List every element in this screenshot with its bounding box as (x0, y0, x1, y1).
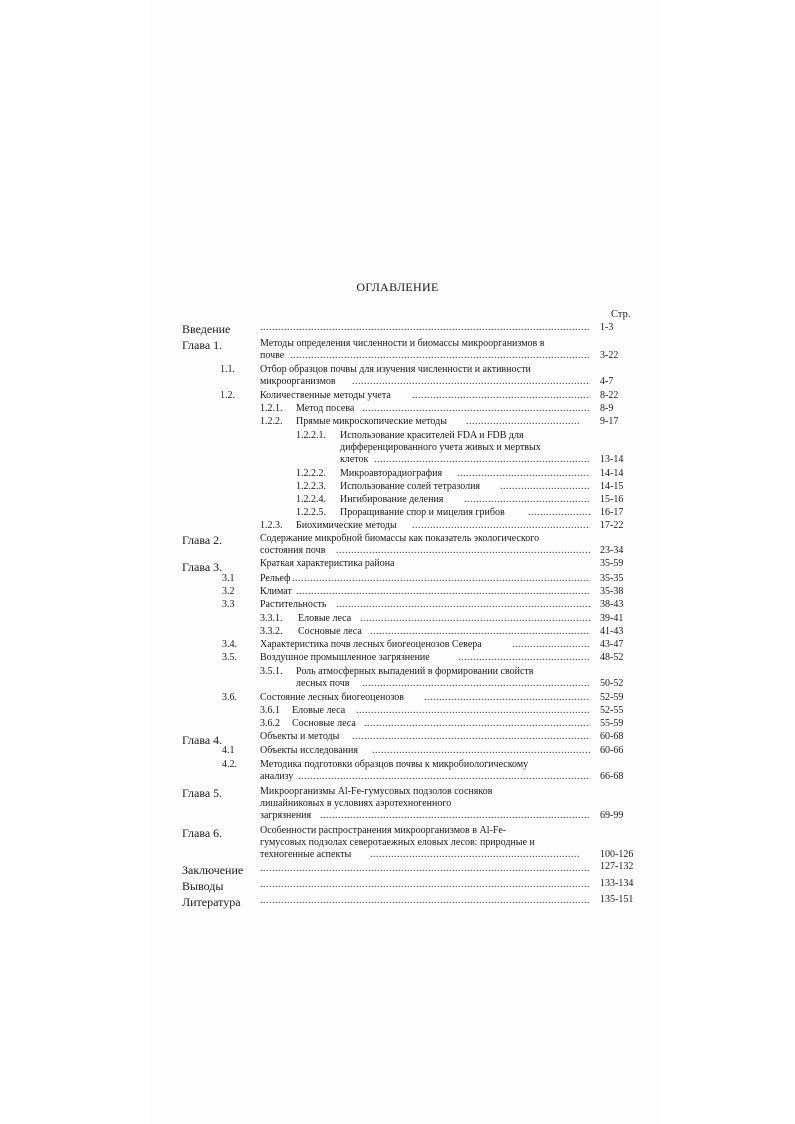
toc-s41-page: 60-66 (600, 745, 624, 756)
toc-ch1-line1: Методы определения численности и биомассы микроорганизмов в (260, 338, 545, 349)
toc-leader (260, 322, 590, 333)
toc-s42-line2: анализу (260, 771, 294, 782)
toc-s1221-num: 1.2.2.1. (296, 430, 326, 441)
toc-s122-page: 9-17 (600, 416, 619, 427)
toc-s34-num: 3.4. (222, 639, 237, 650)
toc-ch4-text: Объекты и методы (260, 731, 340, 742)
toc-s1224-page: 15-16 (600, 494, 624, 505)
toc-leader (464, 494, 590, 505)
toc-s42-num: 4.2. (222, 759, 237, 770)
toc-s121-num: 1.2.1. (260, 403, 283, 414)
toc-s332-text: Сосновые леса (298, 626, 362, 637)
toc-s332-num: 3.3.2. (260, 626, 283, 637)
toc-s11-line1: Отбор образцов почвы для изучения численности и активности (260, 364, 531, 375)
toc-s351-line1: Роль атмосферных выпадений в формировании свойств (296, 666, 534, 677)
toc-s11-page: 4-7 (600, 376, 614, 387)
toc-s35-num: 3.5. (222, 652, 237, 663)
toc-s362-num: 3.6.2 (260, 718, 280, 729)
toc-concl-label: Заключение (182, 863, 244, 877)
toc-s31-page: 35-35 (600, 573, 624, 584)
toc-s1222-text: Микроавторадиография (340, 468, 443, 479)
toc-ch6-label: Глава 6. (182, 826, 223, 840)
toc-leader (320, 810, 590, 821)
toc-s1223-text: Использование солей тетразолия (340, 481, 481, 492)
toc-leader (424, 692, 590, 703)
toc-s41-num: 4.1 (222, 745, 235, 756)
toc-s34-text: Характеристика почв лесных биогеоценозов Севера (260, 639, 482, 650)
toc-s32-page: 35-38 (600, 586, 624, 597)
toc-ch1-line2: почве (260, 350, 285, 361)
toc-s31-text: Рельеф (260, 573, 291, 584)
toc-s1223-num: 1.2.2.3. (296, 481, 326, 492)
toc-s11-num: 1.1. (220, 364, 235, 375)
toc-ch3-text: Краткая характеристика района (260, 558, 395, 569)
toc-s1223-page: 14-15 (600, 481, 624, 492)
toc-s351-num: 3.5.1. (260, 666, 283, 677)
toc-s331-page: 39-41 (600, 613, 624, 624)
toc-leader (352, 731, 590, 742)
toc-s121-text: Метод посева (296, 403, 355, 414)
toc-s122-text: Прямые микроскопические методы (296, 416, 447, 427)
page-column-header: Стр. (611, 309, 631, 320)
toc-s42-line1: Методика подготовки образцов почвы к микробиологическому (260, 759, 529, 770)
toc-s123-page: 17-22 (600, 520, 624, 531)
toc-ch3-label: Глава 3. (182, 560, 223, 574)
toc-s1221-page: 13-14 (600, 454, 624, 465)
toc-leader (336, 599, 590, 610)
toc-s361-page: 52-55 (600, 705, 624, 716)
toc-s1221-line1: Использование красителей FDA и FDB для (340, 430, 524, 441)
toc-leader (500, 481, 590, 492)
toc-s41-text: Объекты исследования (260, 745, 358, 756)
toc-leader (362, 403, 590, 414)
toc-ch5-page: 69-99 (600, 810, 624, 821)
toc-leader (360, 613, 590, 624)
toc-s35-text: Воздушное промышленное загрязнение (260, 652, 430, 663)
toc-ch5-line3: загрязнения (260, 810, 312, 821)
toc-ch2-page: 23-34 (600, 545, 624, 556)
toc-s12-num: 1.2. (220, 390, 235, 401)
toc-ch6-page: 100-126 (600, 849, 634, 860)
toc-leader (372, 745, 590, 756)
toc-ch2-line2: состояния почв (260, 545, 326, 556)
toc-s42-page: 66-68 (600, 771, 624, 782)
toc-s1225-num: 1.2.2.5. (296, 507, 326, 518)
toc-s351-page: 50-52 (600, 678, 624, 689)
toc-leader (356, 705, 590, 716)
toc-s1224-num: 1.2.2.4. (296, 494, 326, 505)
toc-leader (412, 390, 590, 401)
toc-ch4-label: Глава 4. (182, 733, 223, 747)
toc-s1224-text: Ингибирование деления (340, 494, 444, 505)
toc-s1221-line2: дифференцированного учета живых и мертвых (340, 442, 541, 453)
toc-s122-num: 1.2.2. (260, 416, 283, 427)
toc-s35-page: 48-52 (600, 652, 624, 663)
toc-s11-line2: микроорганизмов (260, 376, 336, 387)
toc-leader (260, 863, 590, 874)
toc-s351-line2: лесных почв (296, 678, 350, 689)
toc-leader (292, 573, 590, 584)
toc-s36-text: Состояние лесных биогеоценозов (260, 692, 404, 703)
toc-leader (370, 626, 590, 637)
toc-leader (370, 849, 580, 860)
toc-s34-page: 43-47 (600, 639, 624, 650)
toc-ch6-line1: Особенности распространения микроорганизмов в Al-Fe- (260, 825, 507, 836)
toc-leader (260, 879, 590, 890)
toc-s1222-page: 14-14 (600, 468, 624, 479)
toc-leader (362, 678, 590, 689)
toc-ch5-line2: лишайниковых в условиях аэротехногенного (260, 798, 452, 809)
toc-s1221-line3: клеток (340, 454, 369, 465)
toc-s361-text: Еловые леса (292, 705, 346, 716)
toc-lit-page: 135-151 (600, 894, 634, 905)
toc-s331-text: Еловые леса (298, 613, 352, 624)
toc-s362-text: Сосновые леса (292, 718, 356, 729)
toc-s362-page: 55-59 (600, 718, 624, 729)
toc-s36-num: 3.6. (222, 692, 237, 703)
toc-leader (336, 545, 590, 556)
toc-leader (528, 507, 590, 518)
toc-s331-num: 3.3.1. (260, 613, 283, 624)
toc-ch2-label: Глава 2. (182, 533, 223, 547)
toc-s12-page: 8-22 (600, 390, 619, 401)
toc-s33-text: Растительность (260, 599, 327, 610)
toc-leader (374, 454, 590, 465)
toc-vyvody-page: 133-134 (600, 878, 634, 889)
toc-intro-label: Введение (182, 322, 231, 336)
toc-leader (458, 652, 590, 663)
toc-leader (260, 895, 590, 906)
toc-concl-page: 127-132 (600, 861, 634, 872)
toc-ch1-label: Глава 1. (182, 338, 223, 352)
toc-vyvody-label: Выводы (182, 879, 224, 893)
toc-s36-page: 52-59 (600, 692, 624, 703)
page-background (150, 0, 660, 1124)
toc-s12-text: Количественные методы учета (260, 390, 391, 401)
toc-leader (512, 639, 590, 650)
toc-s32-num: 3.2 (222, 586, 235, 597)
toc-s123-num: 1.2.3. (260, 520, 283, 531)
toc-leader (290, 350, 590, 361)
page-title: ОГЛАВЛЕНИЕ (356, 280, 439, 294)
toc-s33-num: 3.3 (222, 599, 235, 610)
toc-s332-page: 41-43 (600, 626, 624, 637)
toc-s123-text: Биохимические методы (296, 520, 397, 531)
toc-leader (352, 376, 590, 387)
toc-s1225-page: 16-17 (600, 507, 624, 518)
toc-leader (412, 520, 590, 531)
toc-ch4-page: 60-68 (600, 731, 624, 742)
toc-s1222-num: 1.2.2.2. (296, 468, 326, 479)
toc-lit-label: Литература (182, 895, 241, 909)
toc-leader (296, 586, 590, 597)
toc-s121-page: 8-9 (600, 403, 614, 414)
toc-ch2-line1: Содержание микробной биомассы как показатель экологического (260, 533, 540, 544)
toc-ch1-page: 3-22 (600, 350, 619, 361)
toc-s33-page: 38-43 (600, 599, 624, 610)
toc-intro-page: 1-3 (600, 322, 614, 333)
toc-s32-text: Климат (260, 586, 292, 597)
toc-leader (364, 718, 590, 729)
toc-s31-num: 3.1 (222, 573, 235, 584)
toc-ch3-page: 35-59 (600, 558, 624, 569)
toc-leader (457, 468, 590, 479)
toc-leader (466, 416, 580, 427)
toc-ch5-label: Глава 5. (182, 786, 223, 800)
toc-s1225-text: Проращивание спор и мицелия грибов (340, 507, 505, 518)
toc-ch5-line1: Микроорганизмы Al-Fe-гумусовых подзолов сосняков (260, 786, 493, 797)
toc-s361-num: 3.6.1 (260, 705, 280, 716)
toc-ch6-line2: гумусовых подзолах северотаежных еловых лесов: природные и (260, 837, 535, 848)
toc-leader (298, 771, 590, 782)
toc-ch6-line3: техногенные аспекты (260, 849, 352, 860)
